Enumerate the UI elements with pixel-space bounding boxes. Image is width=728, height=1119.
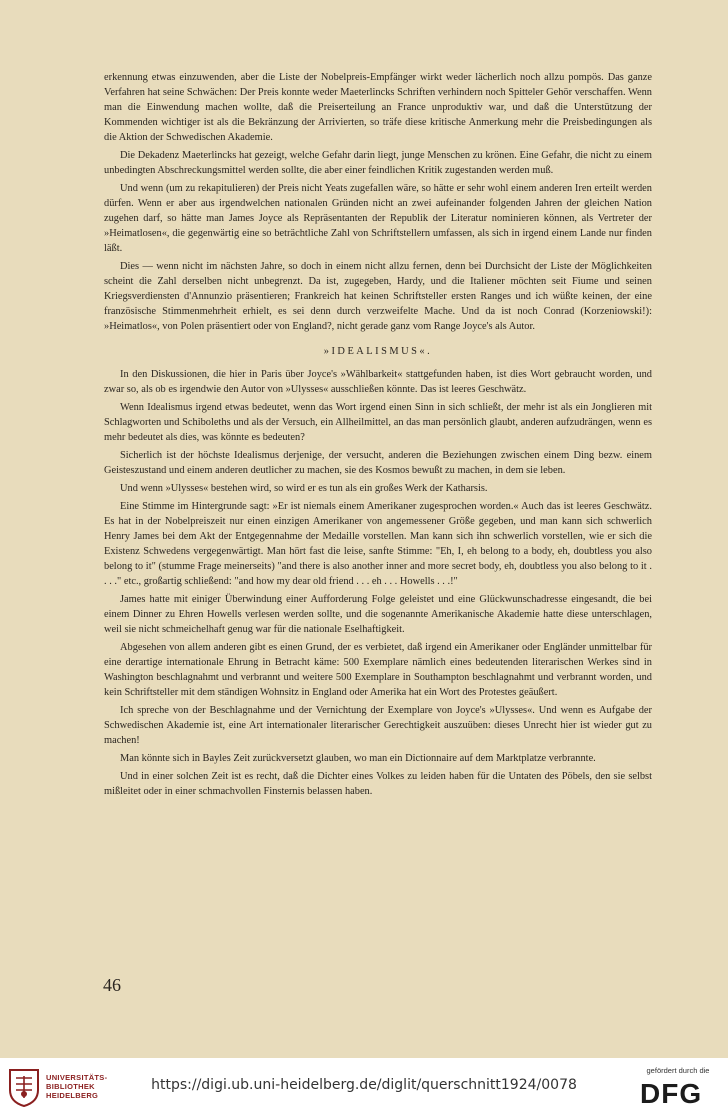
paragraph: Dies — wenn nicht im nächsten Jahre, so doch in einem nicht allzu fernen, denn bei Durchsicht der Liste der Möglichkeiten scheint die Zahl derselben nicht unbegrenzt. Da ist, zugegeben, Hardy, und die Italiener möchten seit Fiume und seinen Kriegsverdiensten d'Annunzio präsentieren; Frankreich hat keinen Schriftsteller ersten Ranges und ich wüßte keinen, der eine französische Stimmenmehrheit erhielt, es sei denn durch verzweifelte Mache. Und da ist noch Conrad (Korzeniowski!): »Heimatlos«, von Polen präsentiert oder von England?, nicht gerade ganz vom Range Joyce's als Autor. — [104, 261, 652, 332]
dfg-logo[interactable]: DFG — [640, 1078, 703, 1109]
section-heading: »IDEALISMUS«. — [323, 346, 433, 357]
paragraph: Die Dekadenz Maeterlincks hat gezeigt, welche Gefahr darin liegt, junge Menschen zu krönen. Eine Gefahr, die nicht zu einem unbedingten Abschreckungsmittel werden sollte, die aber einer feindlichen Kritik zugestanden werden muß. — [104, 150, 652, 176]
logo-line: UNIVERSITÄTS- — [46, 1073, 108, 1082]
paragraph: Man könnte sich in Bayles Zeit zurückversetzt glauben, wo man ein Dictionnaire auf dem Marktplatze verbrannte. — [120, 753, 596, 764]
paragraph: Ich spreche von der Beschlagnahme und der Vernichtung der Exemplare von Joyce's »Ulysses«. Und wenn es Aufgabe der Schwedischen Akademie ist, eine Art internationaler literarischer Gerechtigkeit auszuüben: dieses Unrecht hier ist wieder gut zu machen! — [104, 705, 652, 746]
viewer-footer — [0, 1058, 728, 1119]
page-number: 46 — [103, 975, 121, 995]
paragraph: Sicherlich ist der höchste Idealismus derjenige, der versucht, anderen die Beziehungen zwischen einem Ding bezw. einem Geisteszustand und einem anderen deutlicher zu machen, sie des Kosmos bewußt zu machen, in dem sie leben. — [104, 450, 652, 476]
funding-label: gefördert durch die — [646, 1066, 710, 1075]
paragraph: erkennung etwas einzuwenden, aber die Liste der Nobelpreis-Empfänger wirkt weder lächerlich noch allzu pompös. Das ganze Verfahren hat seine Schwächen: Der Preis konnte weder Maeterlincks Schriften verhindern noch Spitteler Gehör verschaffen. Wenn man die Einwendung machen wollte, daß die Preiserteilung an France unproduktiv war, und daß die Unterstützung der Kommenden wichtiger ist als die Bekränzung der Arrivierten, so träfe diese kritische Anmerkung mehr die Preisbedingungen als die Aktion der Schwedischen Akademie. — [104, 72, 652, 143]
paragraph: Und wenn »Ulysses« bestehen wird, so wird er es tun als ein großes Werk der Katharsis. — [120, 483, 488, 494]
logo-line: HEIDELBERG — [46, 1091, 99, 1100]
paragraph: In den Diskussionen, die hier in Paris über Joyce's »Wählbarkeit« stattgefunden haben, ist dies Wort gebraucht worden, und zwar so, als ob es irgendwie den Autor von »Ulysses« ausschließen könnte. Das ist leeres Geschwätz. — [104, 369, 652, 395]
paragraph: James hatte mit einiger Überwindung einer Aufforderung Folge geleistet und eine Glückwunschadresse eingesandt, die bei einem Dinner zu Ehren Howells verlesen werden sollte, und die sogenannte Amerikanische Akademie hatte diese unterschlagen, weil sie nicht schmeichelhaft genug war für die nationale Eselhaftigkeit. — [104, 594, 652, 635]
paragraph: Und in einer solchen Zeit ist es recht, daß die Dichter eines Volkes zu leiden haben für die Untaten des Pöbels, den sie selbst mißleitet oder in einer schmachvollen Finsternis belassen haben. — [104, 771, 652, 797]
paragraph: Abgesehen von allem anderen gibt es einen Grund, der es verbietet, daß irgend ein Amerikaner oder Engländer unmittelbar für eine derartige internationale Ehrung in Betracht käme: 500 Exemplare nämlich eines bedeutenden literarischen Werkes sind in Washington beschlagnahmt und verbrannt und weitere 500 Exemplare in Southampton beschlagnahmt und verbrannt worden, und kein Schriftsteller mit dem ständigen Wohnsitz in England oder Amerika hat ein Wort des Protestes geäußert. — [104, 642, 652, 698]
logo-line: BIBLIOTHEK — [46, 1082, 95, 1091]
paragraph: Wenn Idealismus irgend etwas bedeutet, wenn das Wort irgend einen Sinn in sich schließt, der mehr ist als ein Jonglieren mit Schlagworten und Schiboleths und als der Versuch, ein Allheilmittel, an das man persönlich glaubt, anderen aufzudrängen, wenn es mehr bedeutet als dies, was könnte es bedeuten? — [104, 402, 652, 443]
paragraph: Und wenn (um zu rekapitulieren) der Preis nicht Yeats zugefallen wäre, so hätte er sehr wohl einem anderen Iren erteilt werden dürfen. Wenn er aber aus irgendwelchen nationalen Gründen nicht an zwei aufeinander folgenden Jahren der gleichen Nation zugehen darf, so hätte man James Joyce als Repräsentanten der Republik der Literatur nominieren können, als Vertreter der »Heimatlosen«, die gegenwärtig eine so beträchtliche Zahl von Schriftstellern umfassen, als sich in irgend einem Lande nur finden läßt. — [104, 183, 652, 254]
article-text — [104, 70, 652, 802]
paragraph: Eine Stimme im Hintergrunde sagt: »Er ist niemals einem Amerikaner zugesprochen worden.« Auch das ist leeres Geschwätz. Es hat in der Nobelpreiszeit nur einen einzigen Amerikaner von angemessener Größe gegeben, und man kann sich schwerlich Henry James bei dem Akt der Entgegennahme der Medaille vorstellen. Man kann sich ihn schwerlich vorstellen, wie er sich die Existenz Schwedens vergegenwärtigt. Man hört fast die leise, sanfte Stimme: "Eh, I, eh belong to a body, eh, doubtless you also belong to it" (stumme Frage meinerseits) "and there is also another inner and more secret body, eh, doubtless you also belong to it . . . ." etc., großartig schließend: "and how my dear old friend . . . eh . . . Howells . . .!" — [104, 501, 652, 587]
permalink-url[interactable]: https://digi.ub.uni-heidelberg.de/diglit/querschnitt1924/0078 — [151, 1077, 577, 1093]
